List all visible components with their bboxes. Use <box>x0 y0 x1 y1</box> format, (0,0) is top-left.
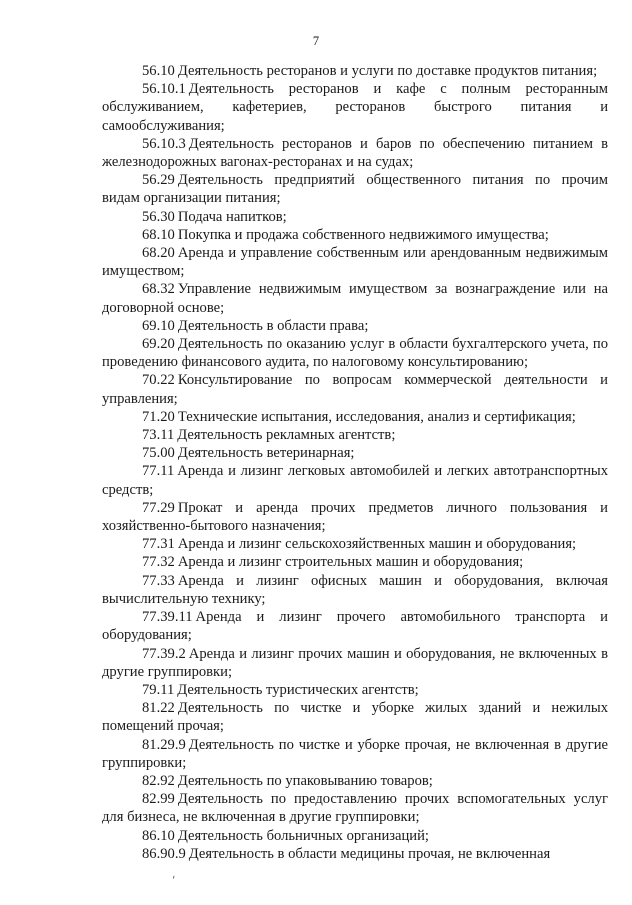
scan-artifact-mark: ⸲ <box>172 868 175 880</box>
activity-item <box>102 572 608 608</box>
activity-code: 56.10.1 <box>142 81 186 98</box>
activity-code: 81.22 <box>142 700 175 717</box>
activity-description: Подача напитков; <box>177 208 287 225</box>
activity-item <box>102 608 608 644</box>
activity-item <box>102 772 608 790</box>
activity-item <box>102 790 608 826</box>
activity-code: 77.32 <box>142 554 175 571</box>
activity-code: 56.30 <box>142 208 175 225</box>
activity-item <box>102 462 608 498</box>
activity-code: 77.33 <box>142 572 175 589</box>
page-number: 7 <box>312 34 320 48</box>
activity-item <box>102 280 608 316</box>
activity-description: Деятельность больничных организаций; <box>177 827 429 844</box>
activity-code: 75.00 <box>142 445 175 462</box>
activity-description: Аренда и лизинг легковых автомобилей и легких автотранспортных средств; <box>102 463 608 498</box>
activity-item <box>102 827 608 845</box>
activity-item <box>102 208 608 226</box>
activity-item <box>102 426 608 444</box>
activity-code: 69.20 <box>142 336 175 353</box>
activity-item <box>102 645 608 681</box>
activity-code: 82.99 <box>142 791 175 808</box>
activity-code: 77.11 <box>142 463 175 480</box>
activity-code: 81.29.9 <box>142 736 186 753</box>
activity-item <box>102 499 608 535</box>
activity-item <box>102 736 608 772</box>
activity-item <box>102 535 608 553</box>
activity-code: 56.10.3 <box>142 135 186 152</box>
activity-code: 77.29 <box>142 499 175 516</box>
activity-description: Аренда и лизинг прочих машин и оборудования, не включенных в другие группировки; <box>102 645 608 680</box>
activity-code: 68.20 <box>142 245 175 262</box>
activity-item <box>102 62 608 80</box>
activity-item <box>102 845 608 863</box>
activity-code: 71.20 <box>142 408 175 425</box>
activity-item <box>102 80 608 135</box>
activity-description: Деятельность по чистке и уборке прочая, не включенная в другие группировки; <box>102 736 608 771</box>
activity-description: Прокат и аренда прочих предметов личного пользования и хозяйственно-бытового назначения; <box>102 499 608 535</box>
activity-description: Деятельность ресторанов и баров по обеспечению питанием в железнодорожных вагонах-ресторанах и на судах; <box>102 135 608 171</box>
activity-description: Деятельность ветеринарная; <box>177 445 355 462</box>
activity-code: 86.90.9 <box>142 845 186 862</box>
activity-item <box>102 226 608 244</box>
activity-item <box>102 317 608 335</box>
activity-description: Деятельность рекламных агентств; <box>177 427 396 444</box>
activity-description: Аренда и управление собственным или арендованным недвижимым имуществом; <box>102 245 608 280</box>
activity-item <box>102 408 608 426</box>
activity-code: 56.10 <box>142 63 175 79</box>
activity-code: 73.11 <box>142 427 175 444</box>
activity-description: Управление недвижимым имуществом за вознаграждение или на договорной основе; <box>102 281 608 316</box>
activity-description: Деятельность по оказанию услуг в области бухгалтерского учета, по проведению финансового аудита, по налоговому консультированию; <box>102 336 608 371</box>
activity-description: Технические испытания, исследования, анализ и сертификация; <box>177 408 576 425</box>
activity-description: Аренда и лизинг сельскохозяйственных машин и оборудования; <box>177 536 577 553</box>
activity-description: Деятельность по предоставлению прочих вспомогательных услуг для бизнеса, не включенная в другие группировки; <box>102 791 608 826</box>
activity-description: Деятельность в области медицины прочая, не включенная <box>188 845 551 862</box>
activity-description: Аренда и лизинг офисных машин и оборудования, включая вычислительную технику; <box>102 572 608 607</box>
activity-description: Аренда и лизинг прочего автомобильного транспорта и оборудования; <box>102 609 608 644</box>
activity-description: Деятельность ресторанов и кафе с полным ресторанным обслуживанием, кафетериев, ресторанов быстрого питания и самообслуживания; <box>102 81 608 134</box>
activity-code: 68.32 <box>142 281 175 298</box>
activity-item <box>102 244 608 280</box>
activity-code: 69.10 <box>142 317 175 334</box>
activity-description: Деятельность по упаковыванию товаров; <box>177 772 433 789</box>
activity-description: Деятельность ресторанов и услуги по доставке продуктов питания; <box>177 63 598 79</box>
activity-code: 56.29 <box>142 172 175 189</box>
activity-code: 77.39.11 <box>142 609 193 626</box>
activity-list <box>102 62 608 863</box>
activity-description: Покупка и продажа собственного недвижимого имущества; <box>177 226 549 243</box>
activity-item <box>102 699 608 735</box>
activity-item <box>102 553 608 571</box>
activity-description: Аренда и лизинг строительных машин и оборудования; <box>177 554 524 571</box>
activity-description: Деятельность туристических агентств; <box>177 681 419 698</box>
activity-item <box>102 681 608 699</box>
activity-item <box>102 171 608 207</box>
activity-code: 70.22 <box>142 372 175 389</box>
activity-code: 68.10 <box>142 226 175 243</box>
activity-description: Деятельность по чистке и уборке жилых зданий и нежилых помещений прочая; <box>102 700 608 735</box>
activity-description: Консультирование по вопросам коммерческой деятельности и управления; <box>102 372 608 407</box>
activity-code: 77.31 <box>142 536 175 553</box>
activity-description: Деятельность в области права; <box>177 317 369 334</box>
activity-item <box>102 371 608 407</box>
activity-code: 82.92 <box>142 772 175 789</box>
activity-description: Деятельность предприятий общественного питания по прочим видам организации питания; <box>102 172 608 207</box>
activity-item <box>102 335 608 371</box>
activity-item <box>102 135 608 171</box>
activity-code: 79.11 <box>142 681 175 698</box>
activity-code: 86.10 <box>142 827 175 844</box>
activity-code: 77.39.2 <box>142 645 186 662</box>
activity-item <box>102 444 608 462</box>
